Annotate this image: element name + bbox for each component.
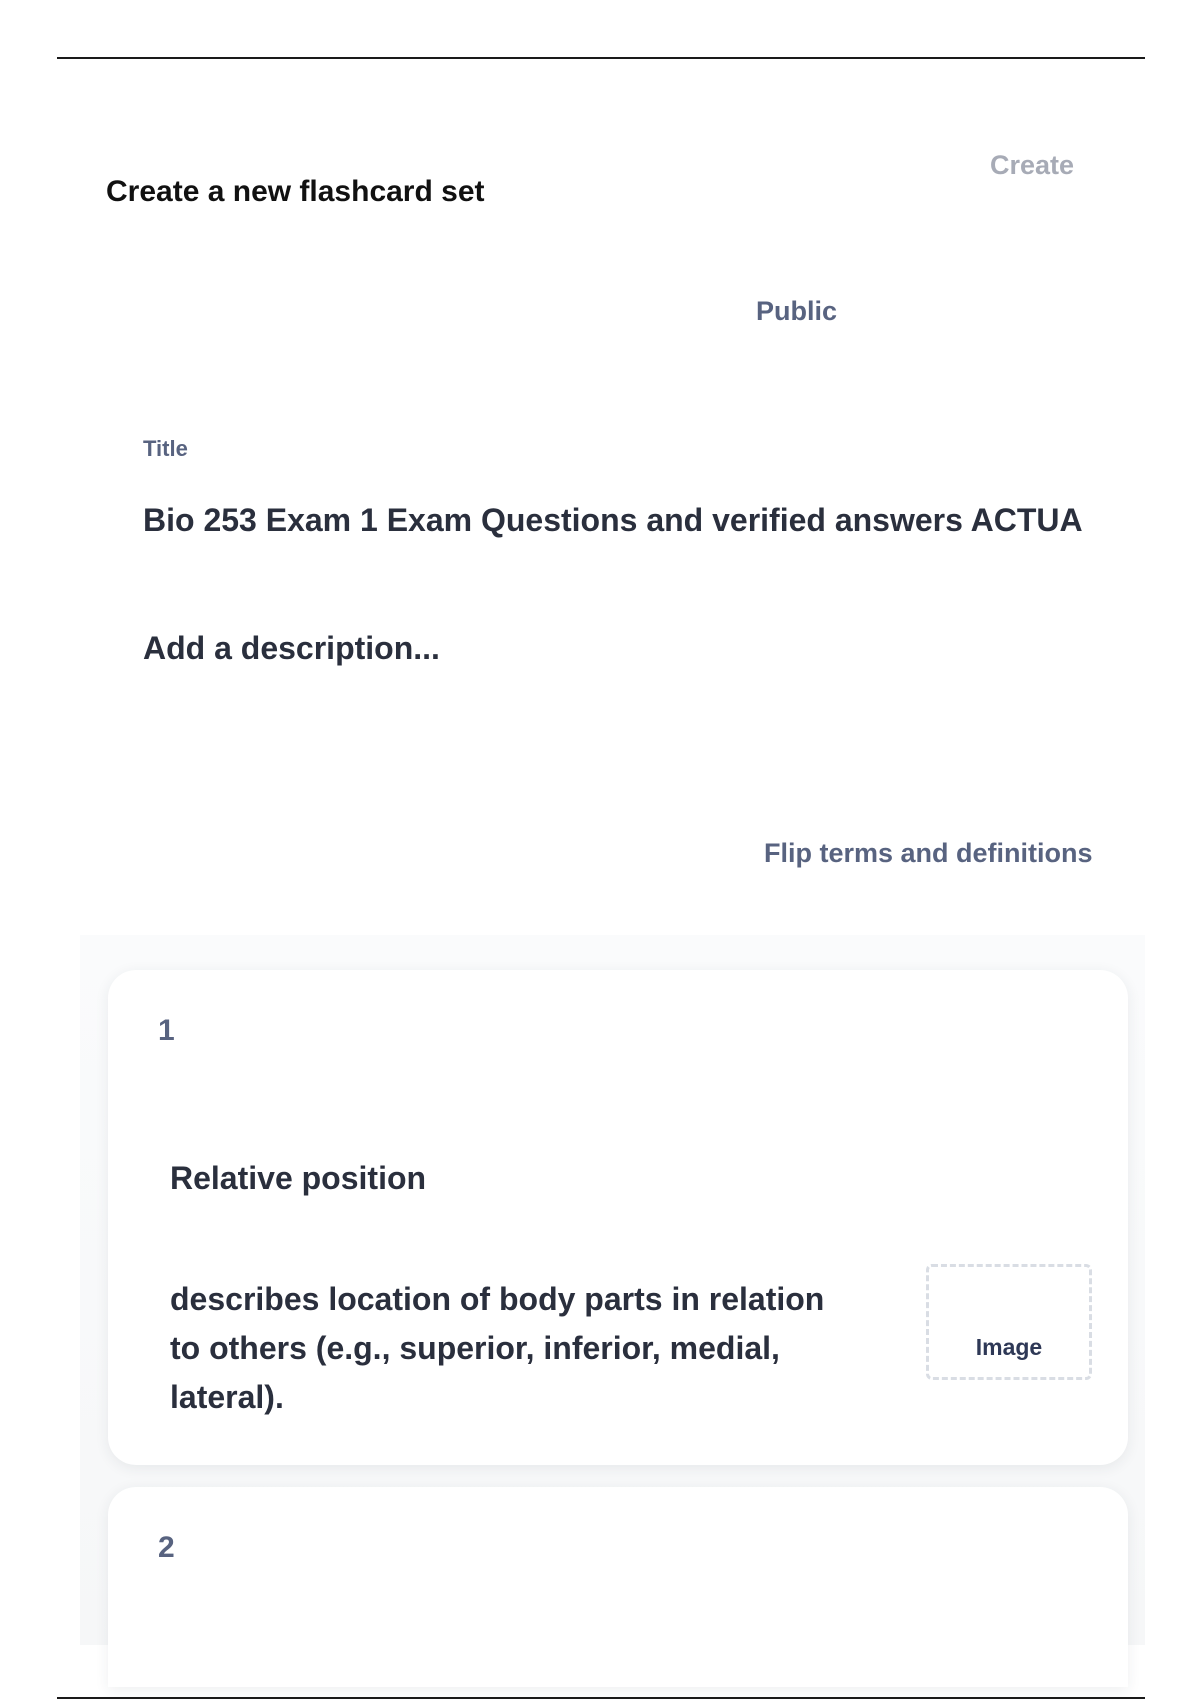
description-input[interactable]: Add a description... (143, 630, 440, 666)
flashcard (108, 970, 1128, 1465)
image-upload-button[interactable] (926, 1264, 1092, 1380)
visibility-toggle[interactable]: Public (756, 296, 838, 326)
flip-terms-button[interactable]: Flip terms and definitions (764, 838, 1093, 868)
flashcard (108, 1487, 1128, 1687)
card-number: 1 (158, 1014, 175, 1047)
create-button[interactable]: Create (990, 150, 1075, 180)
card-number: 2 (158, 1531, 175, 1564)
term-input[interactable]: Relative position (170, 1160, 427, 1196)
title-label: Title (143, 436, 188, 461)
image-label: Image (975, 1334, 1043, 1360)
bottom-divider (57, 1697, 1145, 1699)
page-title: Create a new flashcard set (106, 175, 485, 208)
top-divider (57, 57, 1145, 59)
definition-input[interactable]: describes location of body parts in relation to others (e.g., superior, inferior, medial, lateral). (170, 1281, 825, 1415)
title-input[interactable]: Bio 253 Exam 1 Exam Questions and verified answers ACTUA (143, 502, 1083, 538)
